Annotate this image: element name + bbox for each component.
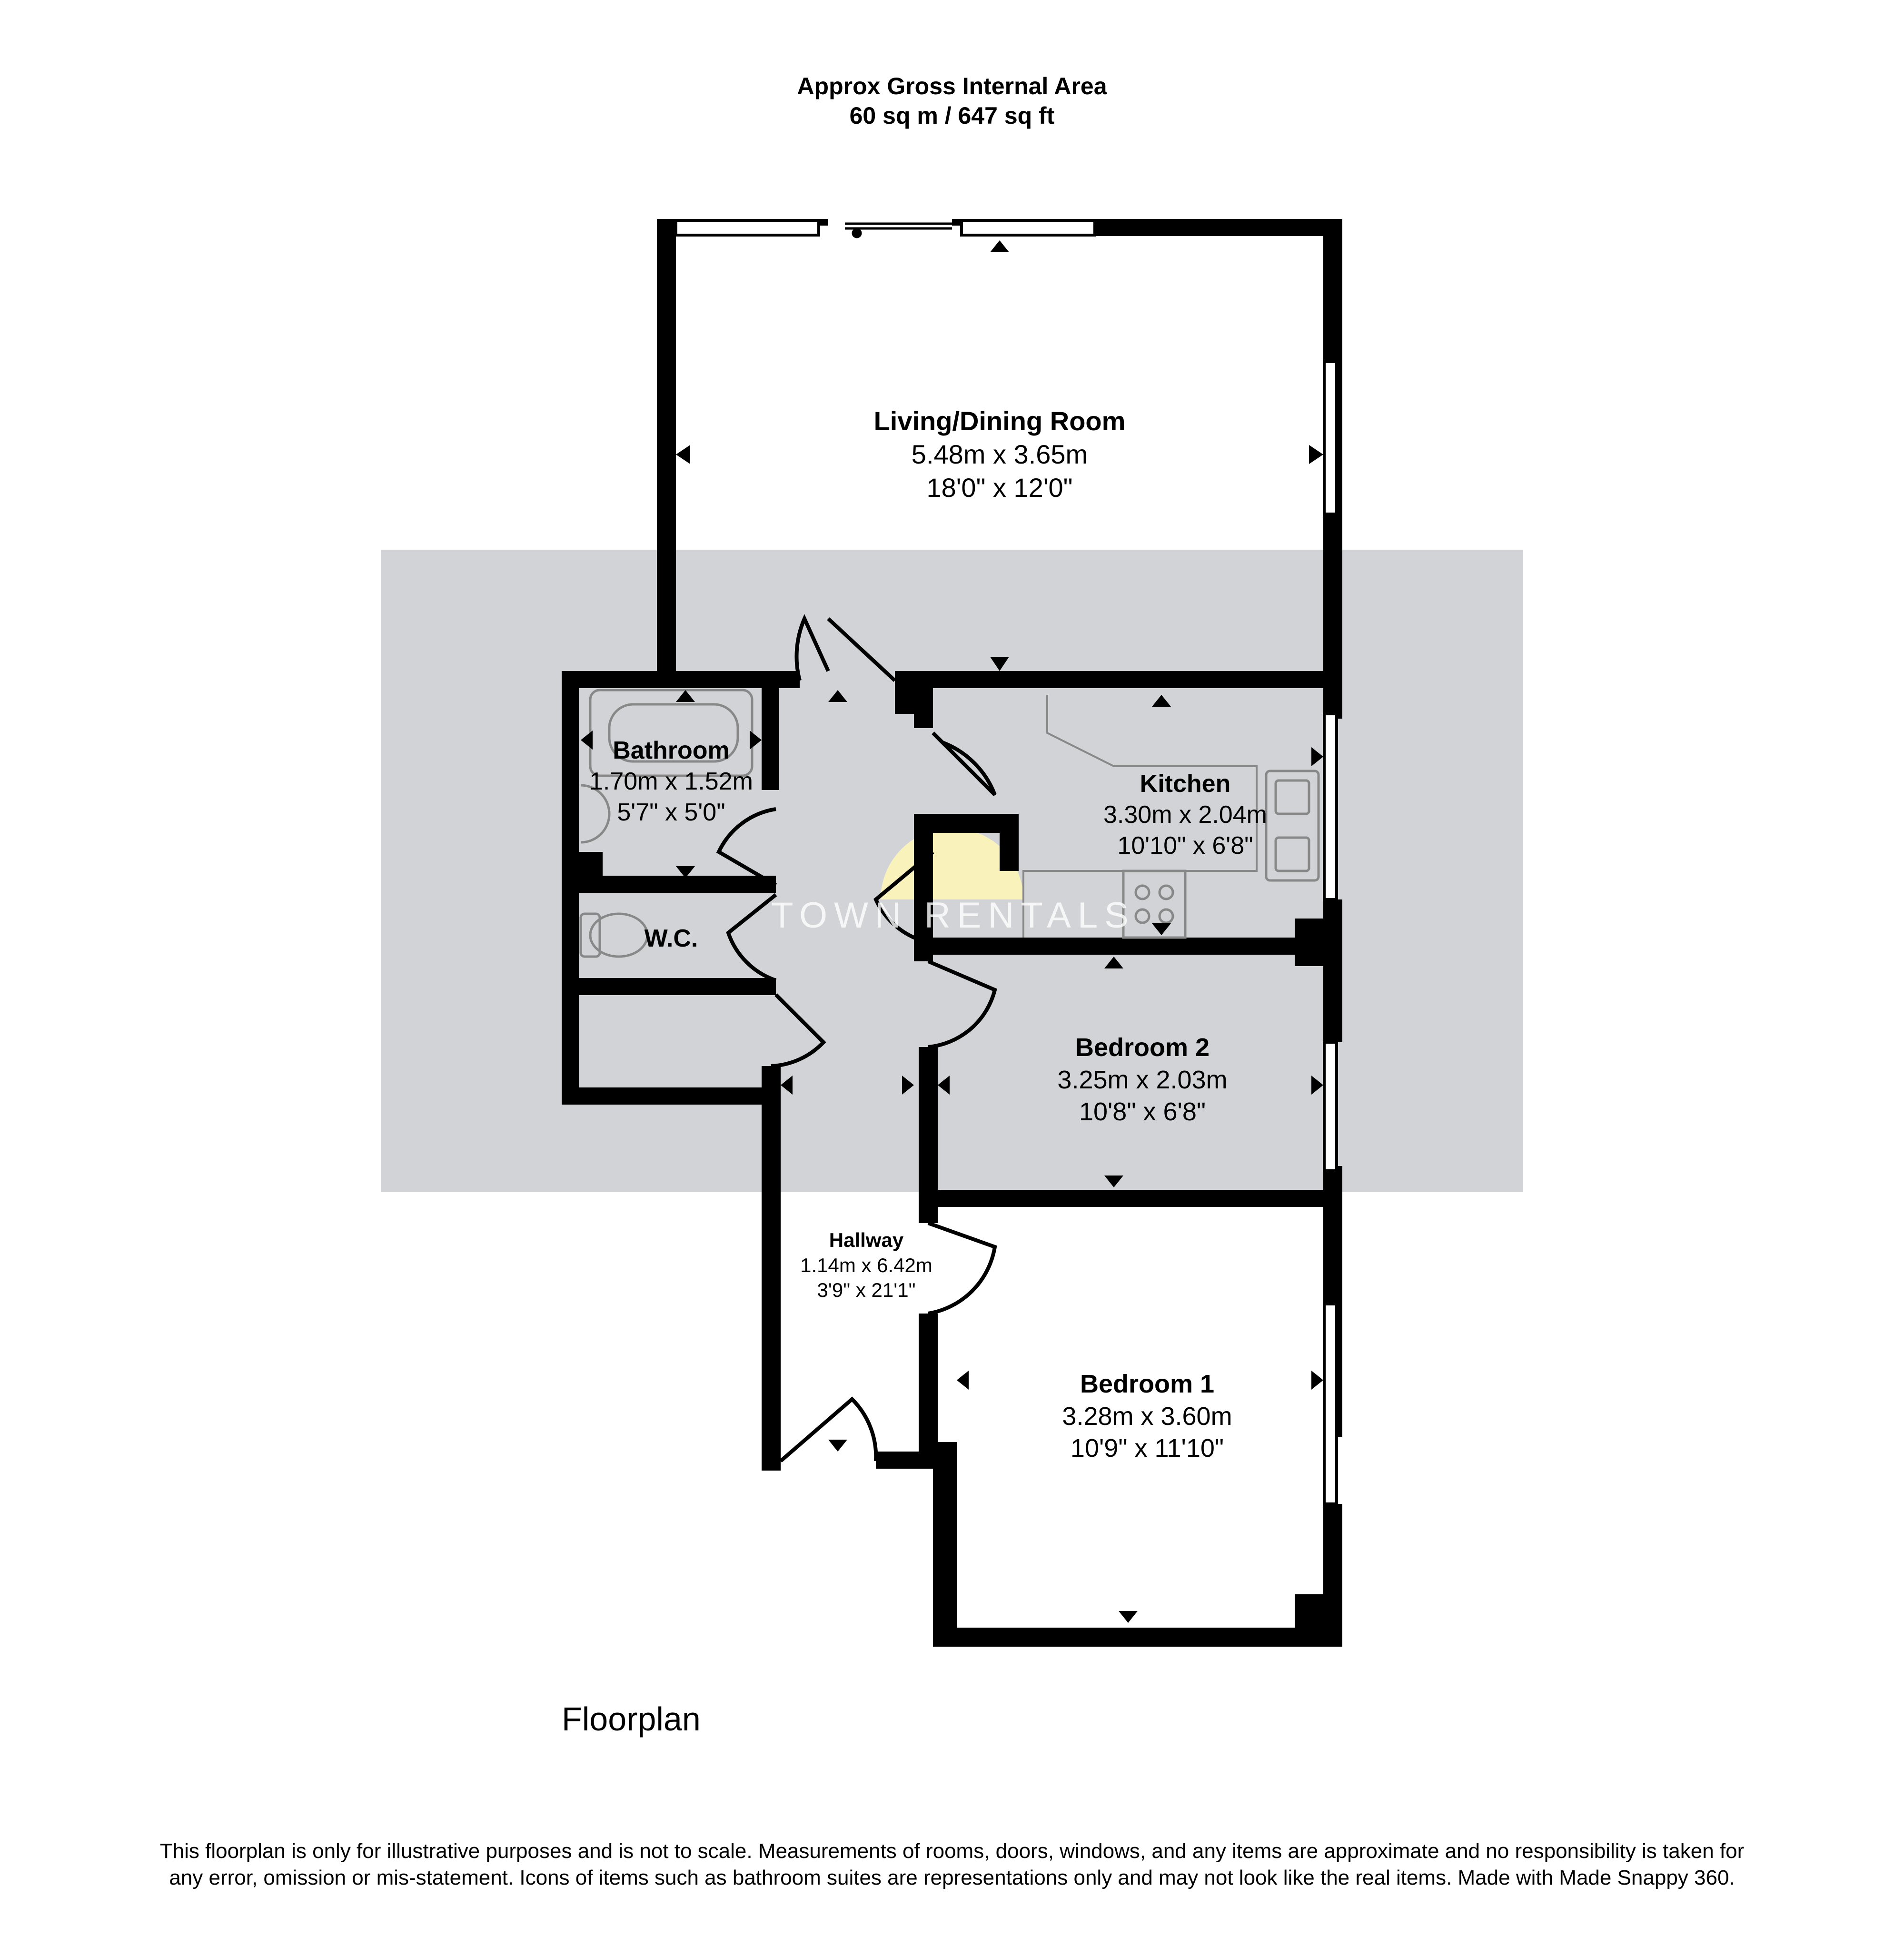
room-metric: 5.48m x 3.65m <box>911 439 1088 469</box>
room-metric: 3.30m x 2.04m <box>1103 801 1267 829</box>
floorplan-caption: Floorplan <box>562 1700 701 1738</box>
area-value: 60 sq m / 647 sq ft <box>849 102 1055 129</box>
room-name: Bathroom <box>613 737 730 764</box>
room-hallway <box>776 1228 957 1303</box>
room-metric: 3.25m x 2.03m <box>1057 1065 1228 1094</box>
room-name: Hallway <box>829 1229 904 1251</box>
disclaimer-text: This floorplan is only for illustrative purposes and is not to scale. Measurements of rooms, doors, windows, and any items are approximate and no responsibility is taken for any error, omission or mis-statement. Icons of items such as bathroom suites are representations only and may not look like the real items. Made with Made Snappy 360. <box>159 1839 1745 1889</box>
room-bedroom-2 <box>1000 1032 1285 1128</box>
room-imperial: 10'10" x 6'8" <box>1117 832 1253 859</box>
room-imperial: 5'7" x 5'0" <box>617 799 725 826</box>
room-metric: 1.70m x 1.52m <box>589 768 753 795</box>
room-name: W.C. <box>644 925 698 952</box>
room-imperial: 10'9" x 11'10" <box>1070 1434 1224 1462</box>
room-kitchen <box>1076 769 1295 861</box>
room-bedroom-1 <box>1000 1368 1295 1465</box>
room-name: Bedroom 1 <box>1080 1370 1215 1398</box>
room-name: Bedroom 2 <box>1075 1033 1210 1062</box>
room-living-dining <box>809 405 1190 504</box>
room-imperial: 3'9" x 21'1" <box>817 1279 916 1301</box>
room-metric: 1.14m x 6.42m <box>800 1254 932 1276</box>
watermark-text: TOWN RENTALS <box>771 895 1135 936</box>
sliding-door <box>845 224 952 237</box>
room-wc <box>624 923 719 954</box>
room-name: Living/Dining Room <box>873 406 1126 436</box>
room-imperial: 10'8" x 6'8" <box>1079 1097 1206 1126</box>
room-metric: 3.28m x 3.60m <box>1062 1402 1232 1431</box>
area-title: Approx Gross Internal Area <box>797 73 1107 99</box>
room-name: Kitchen <box>1140 770 1231 798</box>
room-imperial: 18'0" x 12'0" <box>926 473 1073 503</box>
room-bathroom <box>576 735 766 828</box>
